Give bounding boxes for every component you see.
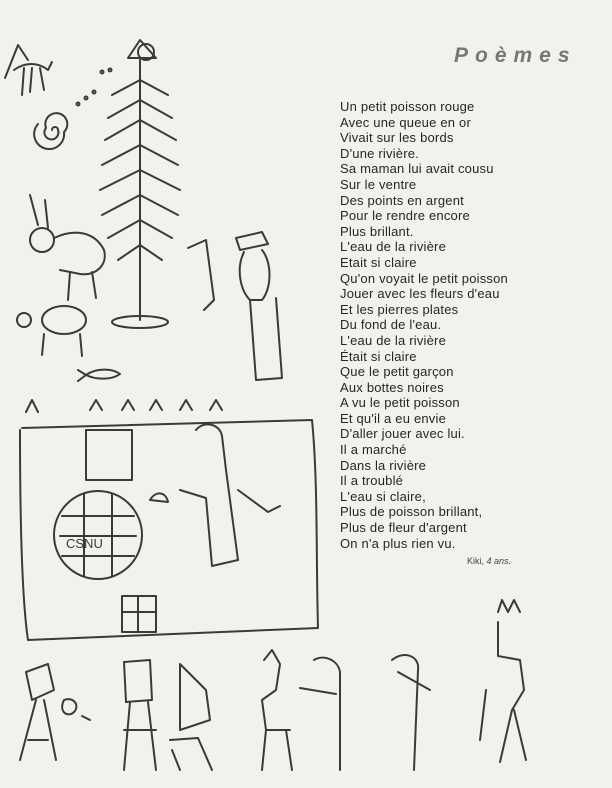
man-drawing <box>188 232 282 380</box>
poem-line: Jouer avec les fleurs d'eau <box>340 286 500 302</box>
poem-line: Avec une queue en or <box>340 114 471 130</box>
poem-line: L'eau de la rivière <box>340 239 447 255</box>
poem-line: Vivait sur les bords <box>340 130 454 146</box>
poem-line: Et les pierres plates <box>340 301 459 317</box>
poem-line: Plus brillant. <box>340 223 414 239</box>
poem-line: Un petit poisson rouge <box>340 99 475 114</box>
poem-line: Plus de poisson brillant, <box>340 504 483 520</box>
poem-line: Des points en argent <box>340 192 464 208</box>
author-signature <box>467 556 511 566</box>
author-age: 4 ans. <box>486 556 512 566</box>
poem-line: Sa maman lui avait cousu <box>340 161 494 177</box>
poem-text <box>340 99 600 551</box>
drawing-lettering: CSNU <box>66 536 103 551</box>
fish-drawing <box>78 370 120 381</box>
author-name: Kiki, <box>467 556 485 566</box>
poem-line: A vu le petit poisson <box>340 395 460 411</box>
poem-line: D'aller jouer avec lui. <box>340 426 465 442</box>
animal-drawing <box>17 195 105 356</box>
poem-line: Sur le ventre <box>340 176 417 192</box>
river-scene-drawing <box>20 420 318 640</box>
dots-drawing <box>77 69 112 106</box>
poem-line: On n'a plus rien vu. <box>340 535 456 551</box>
poem-line: Plus de fleur d'argent <box>340 520 467 536</box>
page-heading: Poèmes <box>454 44 577 67</box>
spider-drawing <box>5 45 52 95</box>
poem-line: Aux bottes noires <box>340 379 444 395</box>
poem-line: L'eau si claire, <box>340 488 426 504</box>
poem-line: Du fond de l'eau. <box>340 317 442 333</box>
poem-line: Il a marché <box>340 442 407 458</box>
poem-line: Était si claire <box>340 348 417 364</box>
poem-line: Etait si claire <box>340 254 417 270</box>
poem-line: Dans la rivière <box>340 457 427 473</box>
poem-line: Et qu'il a eu envie <box>340 410 447 426</box>
spiral-drawing <box>34 113 67 149</box>
waves-drawing <box>26 400 222 412</box>
tree-drawing <box>100 40 180 328</box>
poem-line: L'eau de la rivière <box>340 332 447 348</box>
bottom-figures-drawing <box>20 600 526 770</box>
poem-line: Que le petit garçon <box>340 364 454 380</box>
poem-line: Pour le rendre encore <box>340 208 470 224</box>
poem-line: D'une rivière. <box>340 145 419 161</box>
poem-line: Il a troublé <box>340 473 404 489</box>
poem-line: Qu'on voyait le petit poisson <box>340 270 508 286</box>
